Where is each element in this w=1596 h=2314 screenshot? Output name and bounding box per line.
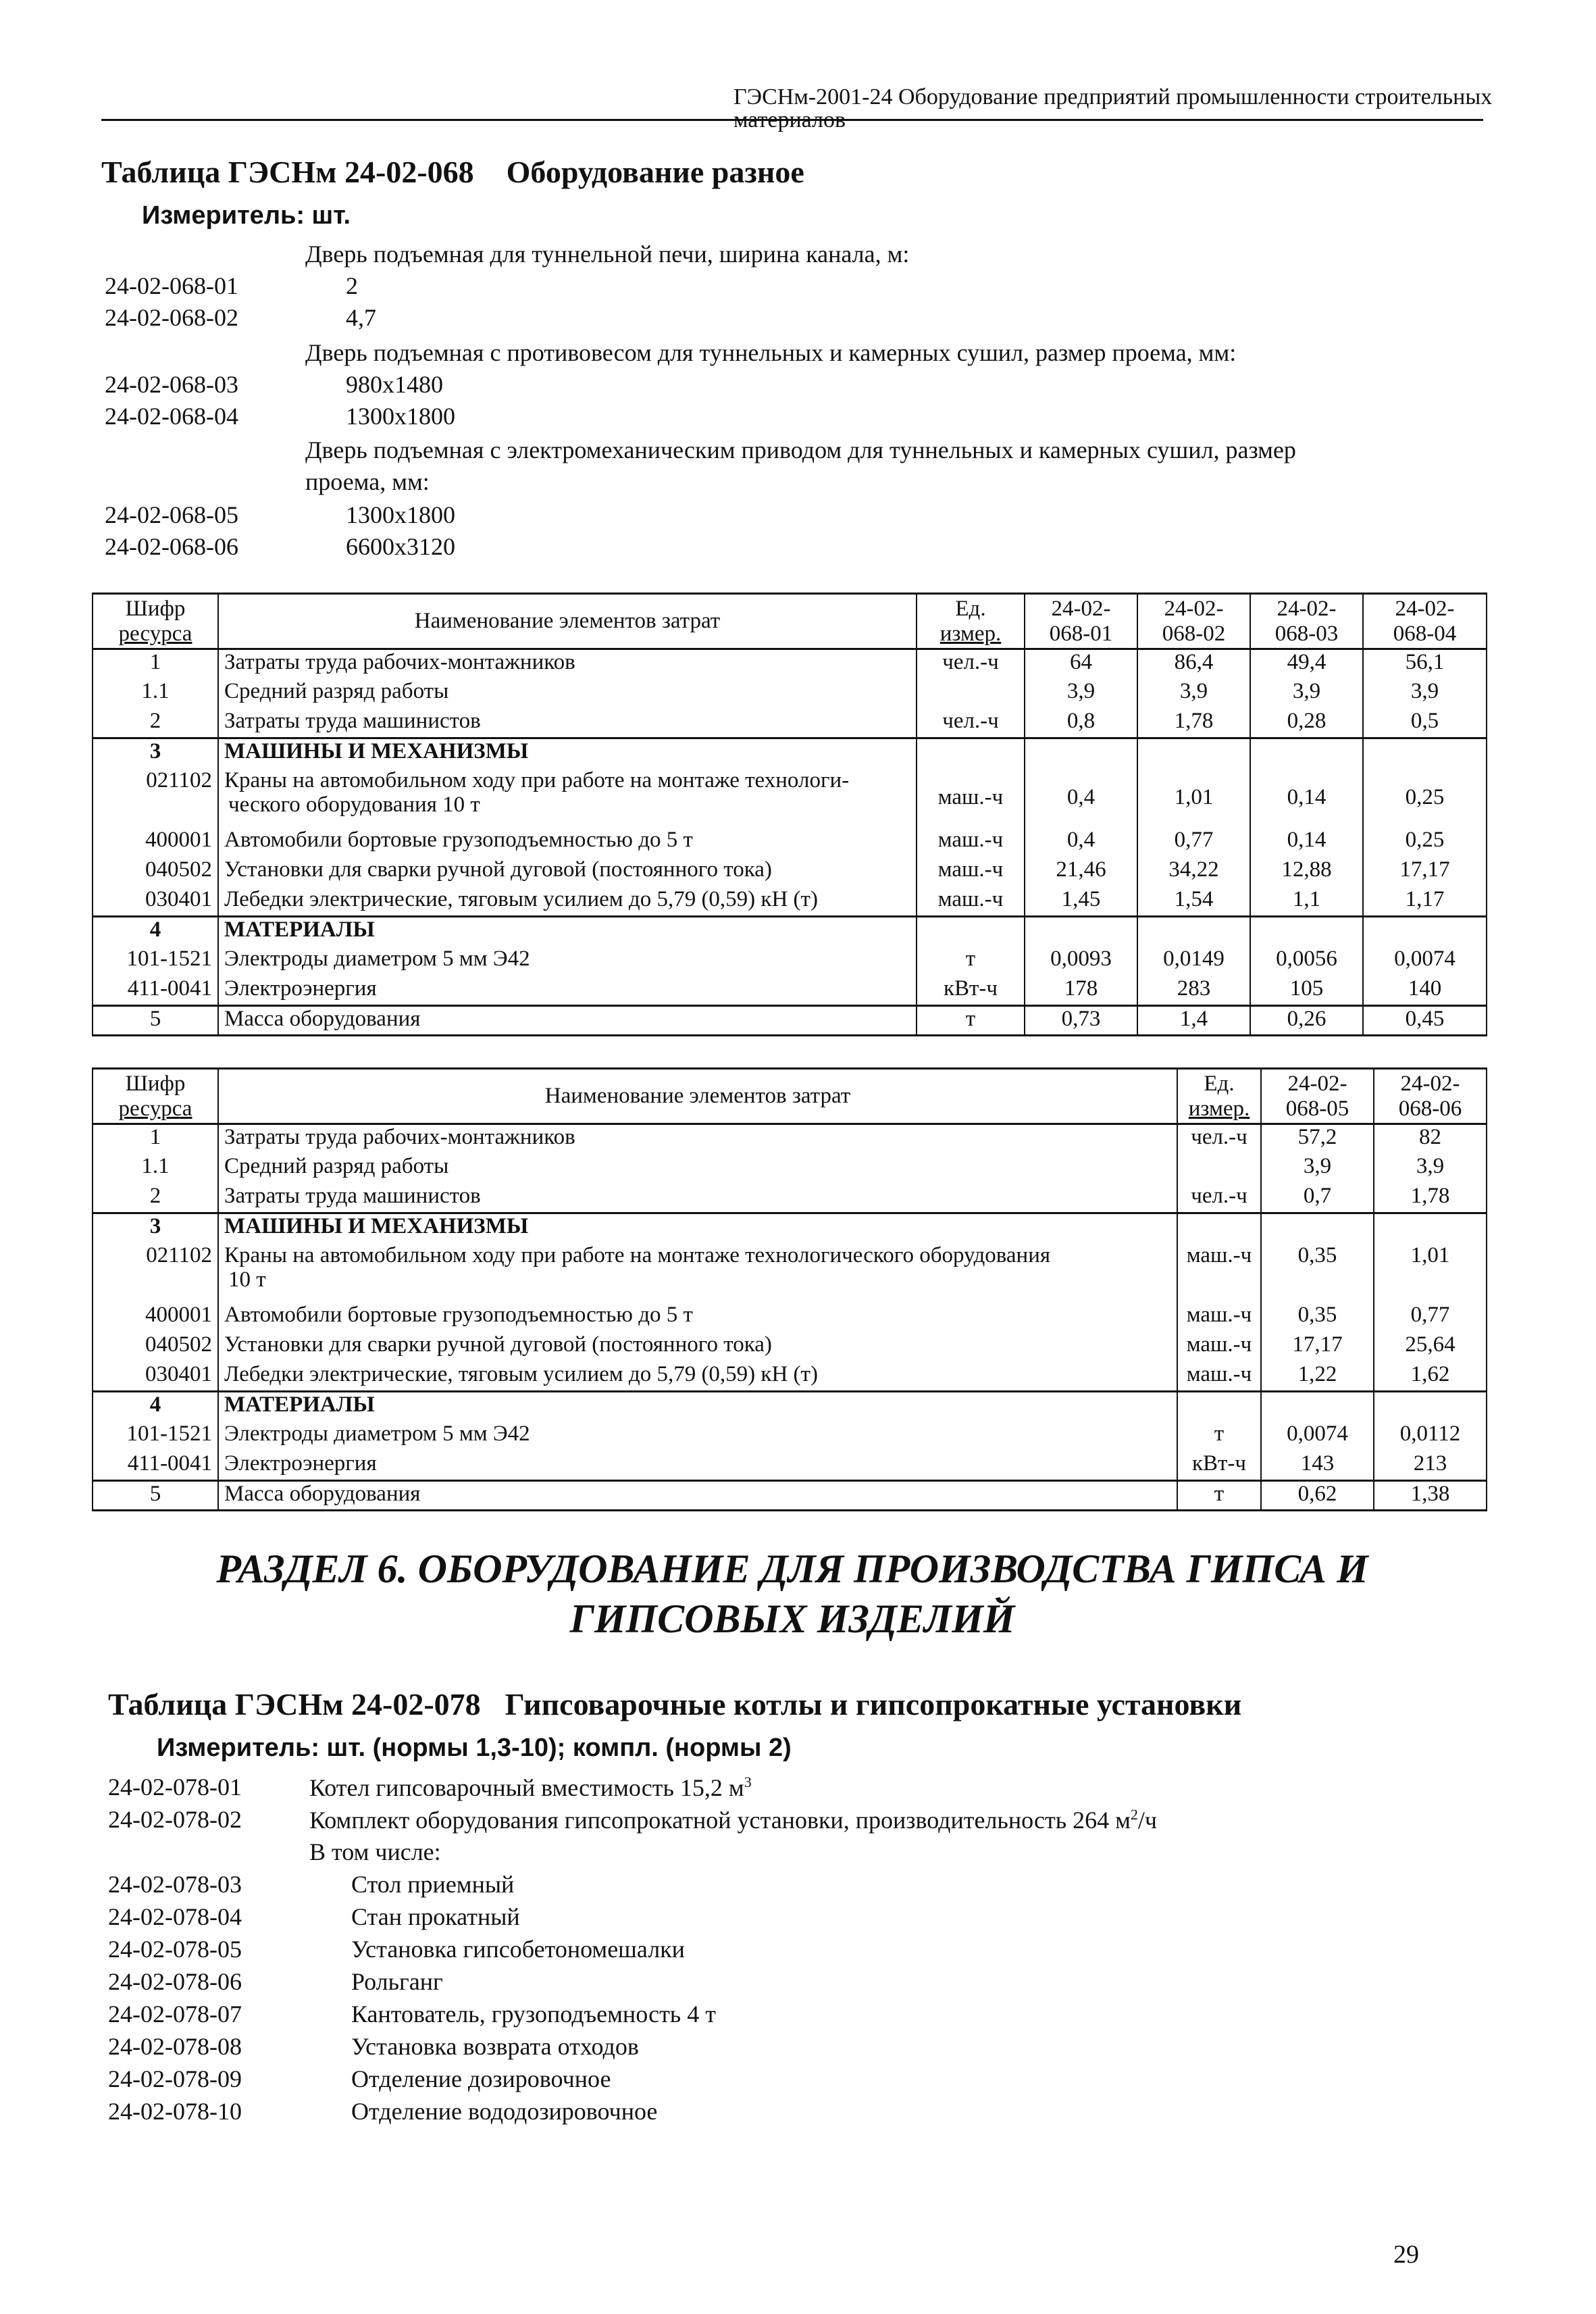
item-value: 980x1480 [346, 371, 443, 398]
header-name: Наименование элементов затрат [218, 1069, 1177, 1124]
item-code: 24-02-078-07 [108, 2001, 242, 2028]
item-description: Комплект оборудования гипсопрокатной установки, производительность 264 $м^2/ч$ [309, 1806, 1158, 1834]
item-code: 24-02-068-05 [105, 501, 238, 528]
page-number: 29 [1393, 2240, 1419, 2269]
table-row: 101-1521 Электроды диаметром 5 мм Э42 т 0,0074 0,0112 [93, 1422, 1487, 1451]
table-row: 400001 Автомобили бортовые грузоподъемностью до 5 т маш.-ч 0,35 0,77 [93, 1303, 1487, 1332]
item-code: 24-02-078-08 [108, 2033, 242, 2060]
header-col: 24-02- 068-03 [1250, 594, 1363, 649]
item-value: 2 [346, 272, 358, 299]
item-code: 24-02-078-10 [108, 2098, 242, 2125]
item-value: 1300x1800 [346, 403, 455, 430]
item-code: 24-02-068-03 [105, 371, 238, 398]
table-row: 101-1521 Электроды диаметром 5 мм Э42 т 0,0093 0,0149 0,0056 0,0074 [93, 947, 1487, 976]
table-row: 1 Затраты труда рабочих-монтажников чел.-ч 64 86,4 49,4 56,1 [93, 649, 1487, 679]
item-value: 6600x3120 [346, 533, 455, 560]
table-068-number: Таблица ГЭСНм 24-02-068 [101, 155, 474, 189]
item-code: 24-02-078-02 [108, 1806, 242, 1833]
table-078-title [108, 1689, 1241, 1720]
table-078-number: Таблица ГЭСНм 24-02-078 [108, 1687, 481, 1721]
table-row: 1.1 Средний разряд работы 3,9 3,9 3,9 3,9 [93, 679, 1487, 709]
item-code: 24-02-068-01 [105, 272, 238, 299]
group-3-heading: Дверь подъемная с электромеханическим приводом для туннельных и камерных сушил, размер [305, 436, 1296, 463]
table-068-name: Оборудование разное [506, 155, 804, 189]
table-row: 021102 Краны на автомобильном ходу при работе на монтаже технологи- ческого оборудования 10 т маш.-ч 0,4 1,01 0,14 0,25 [93, 768, 1487, 828]
group-1-heading: Дверь подъемная для туннельной печи, ширина канала, м: [305, 241, 910, 268]
item-description: Установка возврата отходов [351, 2033, 639, 2060]
header-col: 24-02- 068-05 [1261, 1069, 1374, 1124]
resource-table-b [92, 1067, 1487, 1511]
section-row: 3 МАШИНЫ И МЕХАНИЗМЫ [93, 738, 1487, 768]
header-unit: Ед. измер. [917, 594, 1025, 649]
item-code: 24-02-068-02 [105, 304, 238, 331]
header-code: Шифр ресурса [93, 1069, 218, 1124]
including-label: В том числе: [309, 1838, 441, 1865]
table-row: 040502 Установки для сварки ручной дуговой (постоянного тока) маш.-ч 17,17 25,64 [93, 1332, 1487, 1362]
item-description: Котел гипсоварочный вместимость 15,2 $м^3$ [309, 1774, 752, 1801]
item-description: Установка гипсобетономешалки [351, 1936, 685, 1963]
table-row: 5 Масса оборудования т 0,73 1,4 0,26 0,45 [93, 1006, 1487, 1036]
resource-table-a [92, 593, 1487, 1036]
table-068-meter: Измеритель: шт. [142, 201, 351, 230]
table-078-name: Гипсоварочные котлы и гипсопрокатные установки [505, 1687, 1242, 1721]
table-row: 411-0041 Электроэнергия кВт-ч 143 213 [93, 1451, 1487, 1481]
item-value: 1300x1800 [346, 501, 455, 528]
table-row: 030401 Лебедки электрические, тяговым усилием до 5,79 (0,59) кН (т) маш.-ч 1,45 1,54 1,1 1,17 [93, 887, 1487, 917]
section-6-title-line2: ГИПСОВЫХ ИЗДЕЛИЙ [569, 1596, 1015, 1641]
table-row: 2 Затраты труда машинистов чел.-ч 0,7 1,78 [93, 1184, 1487, 1213]
section-row: 3 МАШИНЫ И МЕХАНИЗМЫ [93, 1213, 1487, 1243]
table-row: 1.1 Средний разряд работы 3,9 3,9 [93, 1154, 1487, 1184]
header-col: 24-02- 068-02 [1137, 594, 1250, 649]
header-unit: Ед. измер. [1177, 1069, 1261, 1124]
group-2-heading: Дверь подъемная с противовесом для туннельных и камерных сушил, размер проема, мм: [305, 339, 1237, 366]
item-description: Отделение вододозировочное [351, 2098, 658, 2125]
running-header: ГЭСНм-2001-24 Оборудование предприятий промышленности строительных материалов [733, 84, 1493, 132]
item-code: 24-02-078-01 [108, 1774, 242, 1801]
item-code: 24-02-078-06 [108, 1968, 242, 1995]
table-row: 1 Затраты труда рабочих-монтажников чел.-ч 57,2 82 [93, 1124, 1487, 1154]
section-6-title [101, 1544, 1483, 1644]
table-row: 030401 Лебедки электрические, тяговым усилием до 5,79 (0,59) кН (т) маш.-ч 1,22 1,62 [93, 1362, 1487, 1392]
item-description: Рольганг [351, 1968, 443, 1995]
section-6-title-line1: РАЗДЕЛ 6. ОБОРУДОВАНИЕ ДЛЯ ПРОИЗВОДСТВА ГИПСА И [216, 1546, 1368, 1591]
item-value: 4,7 [346, 304, 376, 331]
header-name: Наименование элементов затрат [218, 594, 917, 649]
table-row: 2 Затраты труда машинистов чел.-ч 0,8 1,78 0,28 0,5 [93, 709, 1487, 738]
section-row: 4 МАТЕРИАЛЫ [93, 917, 1487, 947]
table-header-row [93, 1069, 1487, 1124]
item-code: 24-02-068-04 [105, 403, 238, 430]
header-col: 24-02- 068-06 [1374, 1069, 1487, 1124]
item-description: Кантователь, грузоподъемность 4 т [351, 2001, 716, 2028]
item-code: 24-02-078-04 [108, 1903, 242, 1930]
header-col: 24-02- 068-01 [1025, 594, 1137, 649]
header-rule [101, 119, 1483, 121]
header-code: Шифр ресурса [93, 594, 218, 649]
table-row: 021102 Краны на автомобильном ходу при работе на монтаже технологического оборудования 10 т маш.-ч 0,35 1,01 [93, 1243, 1487, 1303]
item-code: 24-02-078-03 [108, 1871, 242, 1898]
table-row: 400001 Автомобили бортовые грузоподъемностью до 5 т маш.-ч 0,4 0,77 0,14 0,25 [93, 828, 1487, 857]
table-068-title [101, 157, 804, 188]
table-078-meter: Измеритель: шт. (нормы 1,3-10); компл. (нормы 2) [157, 1734, 792, 1762]
table-header-row [93, 594, 1487, 649]
item-code: 24-02-068-06 [105, 533, 238, 560]
group-3-heading-cont: проема, мм: [305, 468, 430, 495]
section-row: 4 МАТЕРИАЛЫ [93, 1392, 1487, 1422]
table-row: 5 Масса оборудования т 0,62 1,38 [93, 1481, 1487, 1511]
item-description: Стол приемный [351, 1871, 515, 1898]
table-row: 040502 Установки для сварки ручной дуговой (постоянного тока) маш.-ч 21,46 34,22 12,88 17,17 [93, 857, 1487, 887]
item-description: Отделение дозировочное [351, 2065, 611, 2092]
item-description: Стан прокатный [351, 1903, 520, 1930]
header-col: 24-02- 068-04 [1363, 594, 1487, 649]
table-row: 411-0041 Электроэнергия кВт-ч 178 283 105 140 [93, 976, 1487, 1006]
item-code: 24-02-078-09 [108, 2065, 242, 2092]
item-code: 24-02-078-05 [108, 1936, 242, 1963]
